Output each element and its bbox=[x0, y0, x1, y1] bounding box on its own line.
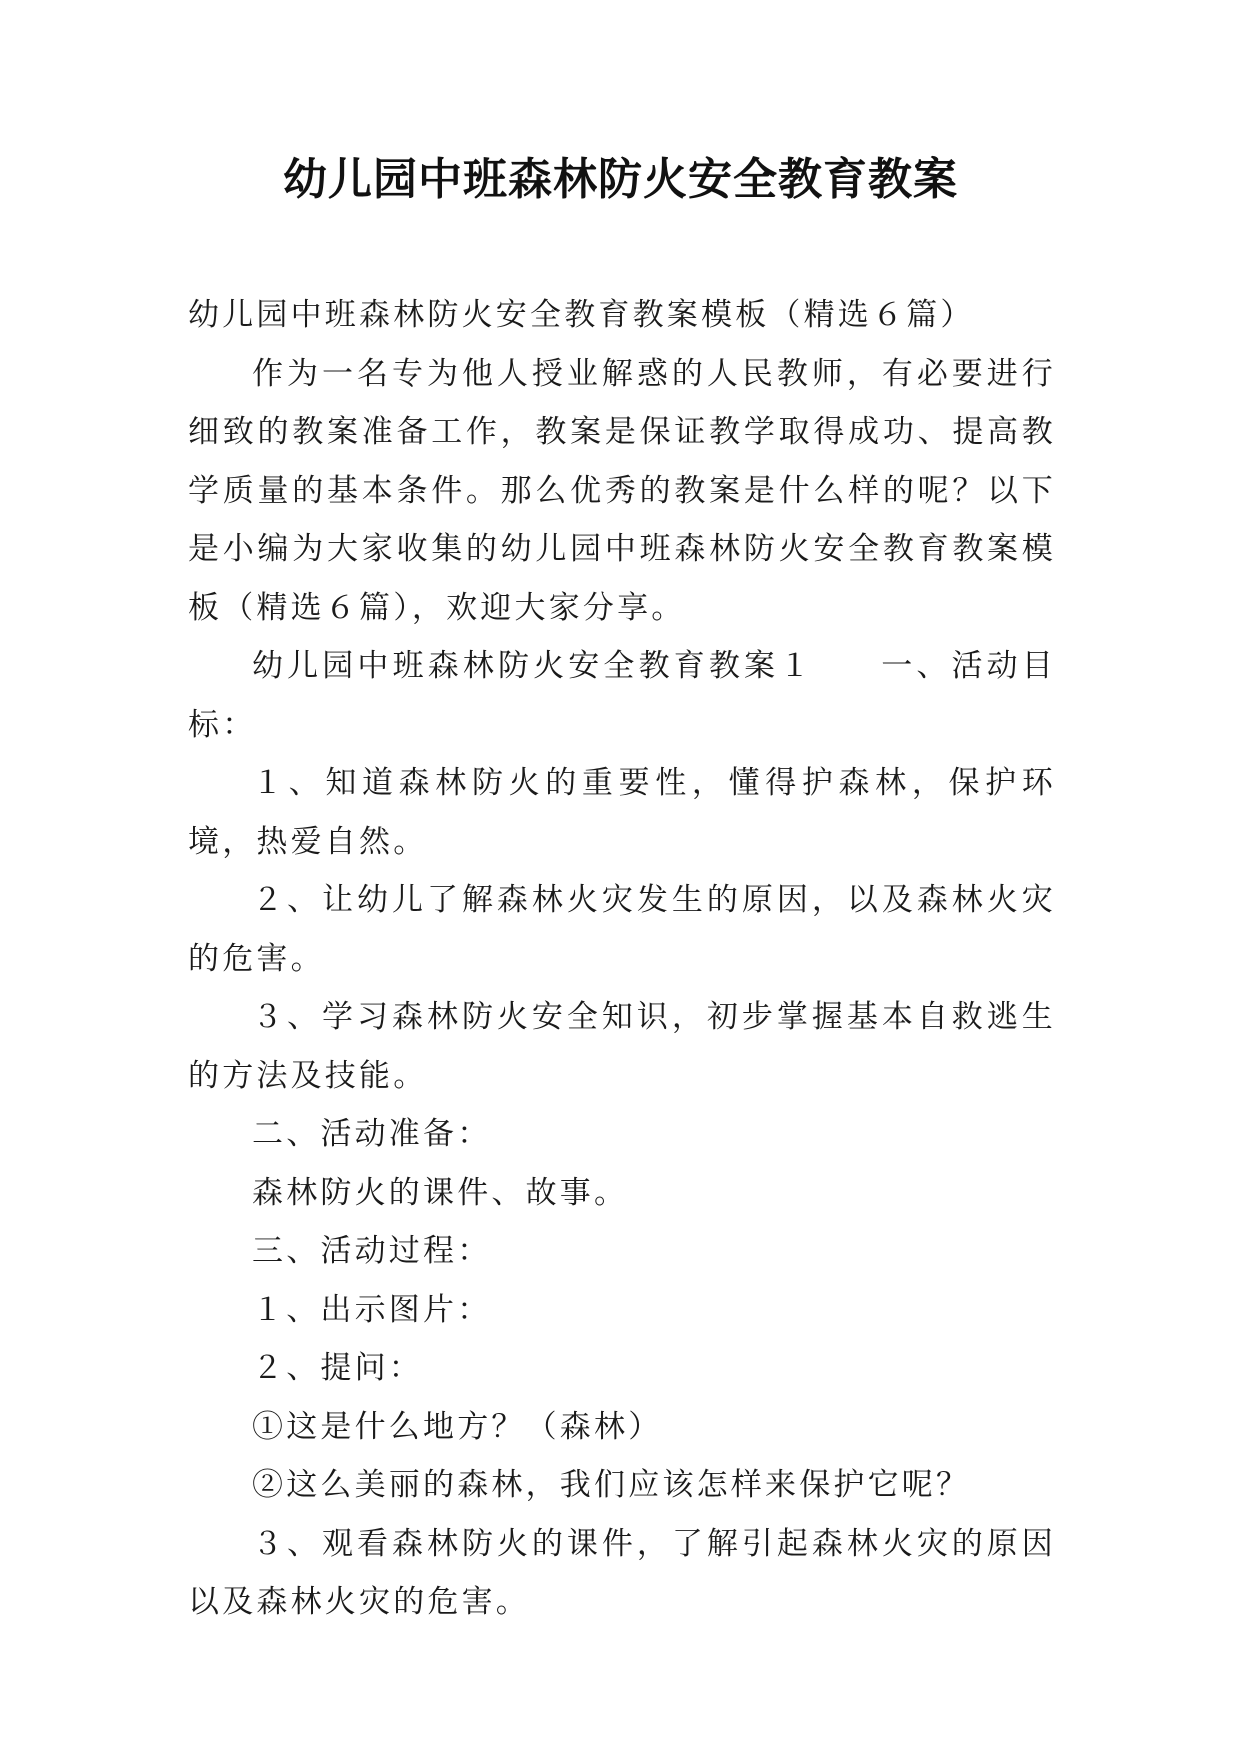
document-body bbox=[188, 286, 1056, 1632]
lesson-heading: 幼儿园中班森林防火安全教育教案１ bbox=[252, 648, 815, 684]
preparation-text: 森林防火的课件、故事。 bbox=[252, 1174, 629, 1211]
goal-item-2: ２、让幼儿了解森林火灾发生的原因，以及森林火灾的危害。 bbox=[188, 882, 1056, 977]
document-title: 幼儿园中班森林防火安全教育教案 bbox=[283, 154, 958, 205]
goal-item-1: １、知道森林防火的重要性，懂得护森林，保护环境，热爱自然。 bbox=[188, 765, 1056, 860]
subtitle-paragraph: 幼儿园中班森林防火安全教育教案模板（精选６篇） bbox=[188, 297, 975, 333]
goals-heading: 一、活动目标： bbox=[188, 648, 1057, 743]
intro-paragraph: 作为一名专为他人授业解惑的人民教师，有必要进行细致的教案准备工作，教案是保证教学取得成功、提高教学质量的基本条件。那么优秀的教案是什么样的呢？以下是小编为大家收集的幼儿园中班森林防火安全教育教案模板（精选６篇），欢迎大家分享。 bbox=[188, 355, 1056, 626]
preparation-heading: 二、活动准备： bbox=[252, 1116, 492, 1152]
question-2: ②这么美丽的森林，我们应该怎样来保护它呢？ bbox=[252, 1467, 971, 1503]
process-step-1: １、出示图片： bbox=[252, 1291, 492, 1328]
question-1: ①这是什么地方？（森林） bbox=[252, 1408, 663, 1445]
lesson-heading-paragraph bbox=[188, 637, 1056, 754]
process-heading: 三、活动过程： bbox=[252, 1233, 492, 1269]
goal-item-3: ３、学习森林防火安全知识，初步掌握基本自救逃生的方法及技能。 bbox=[188, 999, 1056, 1094]
process-step-2: ２、提问： bbox=[252, 1350, 423, 1386]
process-step-3: ３、观看森林防火的课件，了解引起森林火灾的原因以及森林火灾的危害。 bbox=[188, 1525, 1056, 1620]
